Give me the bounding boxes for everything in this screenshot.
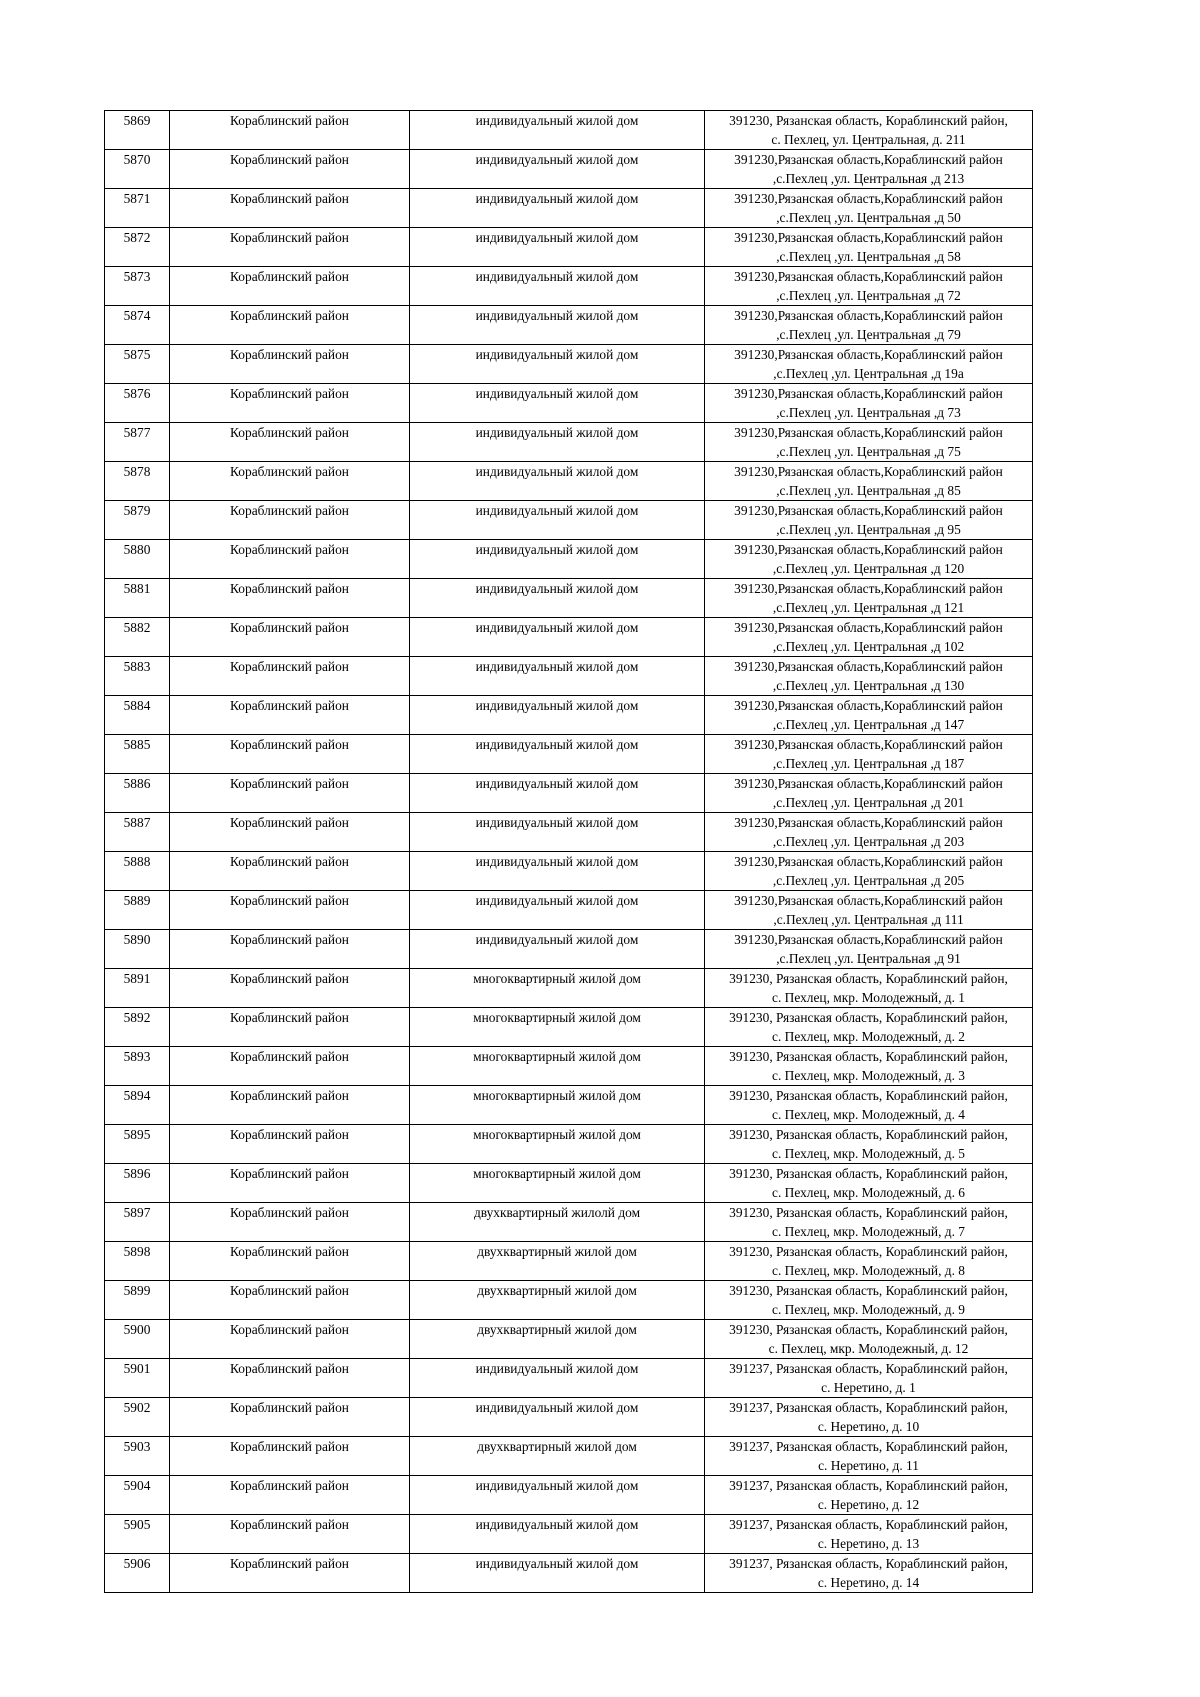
- building-type-cell: индивидуальный жилой дом: [410, 150, 705, 189]
- address-line: 391230,Рязанская область,Кораблинский район: [734, 581, 1003, 596]
- address-cell: [705, 1086, 1033, 1125]
- table-row: [105, 1359, 1033, 1398]
- table-row: [105, 345, 1033, 384]
- address-line: 391230,Рязанская область,Кораблинский район: [734, 230, 1003, 245]
- table-row: [105, 1476, 1033, 1515]
- address-line: 391230, Рязанская область, Кораблинский район,: [729, 971, 1008, 986]
- address-line: ,с.Пехлец ,ул. Центральная ,д 19а: [773, 366, 964, 381]
- building-type-cell: индивидуальный жилой дом: [410, 774, 705, 813]
- building-type-cell: индивидуальный жилой дом: [410, 384, 705, 423]
- district-cell: Кораблинский район: [170, 1437, 410, 1476]
- row-number: 5900: [105, 1320, 170, 1359]
- row-number: 5884: [105, 696, 170, 735]
- address-line: с. Неретино, д. 14: [817, 1575, 920, 1590]
- address-cell: [705, 189, 1033, 228]
- address-line: 391230,Рязанская область,Кораблинский район: [734, 308, 1003, 323]
- table-row: [105, 267, 1033, 306]
- row-number: 5877: [105, 423, 170, 462]
- district-cell: Кораблинский район: [170, 696, 410, 735]
- table-row: [105, 891, 1033, 930]
- district-cell: Кораблинский район: [170, 384, 410, 423]
- address-line: ,с.Пехлец ,ул. Центральная ,д 102: [772, 639, 965, 654]
- address-cell: [705, 1437, 1033, 1476]
- address-line: 391230, Рязанская область, Кораблинский район,: [729, 1322, 1008, 1337]
- row-number: 5891: [105, 969, 170, 1008]
- district-cell: Кораблинский район: [170, 1086, 410, 1125]
- building-type-cell: индивидуальный жилой дом: [410, 813, 705, 852]
- district-cell: Кораблинский район: [170, 852, 410, 891]
- address-line: ,с.Пехлец ,ул. Центральная ,д 72: [776, 288, 961, 303]
- building-type-cell: индивидуальный жилой дом: [410, 618, 705, 657]
- building-type-cell: индивидуальный жилой дом: [410, 657, 705, 696]
- address-cell: [705, 1164, 1033, 1203]
- address-line: с. Пехлец, мкр. Молодежный, д. 4: [772, 1107, 965, 1122]
- address-line: 391230,Рязанская область,Кораблинский район: [734, 152, 1003, 167]
- address-line: 391230,Рязанская область,Кораблинский район: [734, 893, 1003, 908]
- address-line: ,с.Пехлец ,ул. Центральная ,д 58: [776, 249, 961, 264]
- building-type-cell: индивидуальный жилой дом: [410, 111, 705, 150]
- address-line: ,с.Пехлец ,ул. Центральная ,д 121: [772, 600, 965, 615]
- address-cell: [705, 1476, 1033, 1515]
- district-cell: Кораблинский район: [170, 423, 410, 462]
- address-cell: [705, 1203, 1033, 1242]
- address-line: 391230,Рязанская область,Кораблинский район: [734, 815, 1003, 830]
- table-row: [105, 540, 1033, 579]
- address-cell: [705, 1515, 1033, 1554]
- address-cell: [705, 384, 1033, 423]
- building-type-cell: индивидуальный жилой дом: [410, 462, 705, 501]
- district-cell: Кораблинский район: [170, 813, 410, 852]
- address-line: 391230,Рязанская область,Кораблинский район: [734, 191, 1003, 206]
- address-cell: [705, 267, 1033, 306]
- table-row: [105, 111, 1033, 150]
- table-row: [105, 1203, 1033, 1242]
- address-line: ,с.Пехлец ,ул. Центральная ,д 147: [772, 717, 965, 732]
- address-cell: [705, 813, 1033, 852]
- building-type-cell: индивидуальный жилой дом: [410, 306, 705, 345]
- address-cell: [705, 969, 1033, 1008]
- row-number: 5873: [105, 267, 170, 306]
- district-cell: Кораблинский район: [170, 1242, 410, 1281]
- address-cell: [705, 1281, 1033, 1320]
- row-number: 5892: [105, 1008, 170, 1047]
- address-line: с. Пехлец, мкр. Молодежный, д. 8: [772, 1263, 965, 1278]
- district-cell: Кораблинский район: [170, 306, 410, 345]
- district-cell: Кораблинский район: [170, 774, 410, 813]
- address-line: 391230,Рязанская область,Кораблинский район: [734, 854, 1003, 869]
- address-line: ,с.Пехлец ,ул. Центральная ,д 73: [776, 405, 961, 420]
- district-cell: Кораблинский район: [170, 891, 410, 930]
- row-number: 5899: [105, 1281, 170, 1320]
- building-type-cell: индивидуальный жилой дом: [410, 1515, 705, 1554]
- district-cell: Кораблинский район: [170, 1047, 410, 1086]
- table-row: [105, 1164, 1033, 1203]
- building-type-cell: индивидуальный жилой дом: [410, 501, 705, 540]
- address-line: 391230, Рязанская область, Кораблинский район,: [729, 1166, 1008, 1181]
- address-cell: [705, 657, 1033, 696]
- address-line: 391230, Рязанская область, Кораблинский район,: [729, 1244, 1008, 1259]
- row-number: 5875: [105, 345, 170, 384]
- address-line: 391230,Рязанская область,Кораблинский район: [734, 737, 1003, 752]
- address-cell: [705, 618, 1033, 657]
- row-number: 5874: [105, 306, 170, 345]
- address-line: ,с.Пехлец ,ул. Центральная ,д 187: [772, 756, 965, 771]
- row-number: 5890: [105, 930, 170, 969]
- row-number: 5901: [105, 1359, 170, 1398]
- district-cell: Кораблинский район: [170, 1359, 410, 1398]
- building-type-cell: двухквартирный жилой дом: [410, 1281, 705, 1320]
- district-cell: Кораблинский район: [170, 540, 410, 579]
- building-type-cell: индивидуальный жилой дом: [410, 1554, 705, 1593]
- table-row: [105, 423, 1033, 462]
- address-line: 391230,Рязанская область,Кораблинский район: [734, 425, 1003, 440]
- district-cell: Кораблинский район: [170, 1320, 410, 1359]
- address-line: ,с.Пехлец ,ул. Центральная ,д 201: [772, 795, 965, 810]
- address-line: с. Неретино, д. 12: [817, 1497, 920, 1512]
- row-number: 5887: [105, 813, 170, 852]
- district-cell: Кораблинский район: [170, 930, 410, 969]
- district-cell: Кораблинский район: [170, 1008, 410, 1047]
- table-row: [105, 1437, 1033, 1476]
- row-number: 5906: [105, 1554, 170, 1593]
- table-row: [105, 579, 1033, 618]
- address-line: 391230,Рязанская область,Кораблинский район: [734, 659, 1003, 674]
- row-number: 5902: [105, 1398, 170, 1437]
- building-type-cell: индивидуальный жилой дом: [410, 228, 705, 267]
- address-line: с. Пехлец, мкр. Молодежный, д. 6: [772, 1185, 965, 1200]
- address-line: 391237, Рязанская область, Кораблинский район,: [729, 1478, 1008, 1493]
- address-line: ,с.Пехлец ,ул. Центральная ,д 85: [776, 483, 961, 498]
- table-row: [105, 1281, 1033, 1320]
- address-line: 391230, Рязанская область, Кораблинский район,: [729, 1010, 1008, 1025]
- table-row: [105, 1125, 1033, 1164]
- row-number: 5888: [105, 852, 170, 891]
- address-cell: [705, 150, 1033, 189]
- row-number: 5895: [105, 1125, 170, 1164]
- district-cell: Кораблинский район: [170, 579, 410, 618]
- district-cell: Кораблинский район: [170, 111, 410, 150]
- table-row: [105, 228, 1033, 267]
- address-line: 391230,Рязанская область,Кораблинский район: [734, 698, 1003, 713]
- building-type-cell: индивидуальный жилой дом: [410, 930, 705, 969]
- row-number: 5878: [105, 462, 170, 501]
- district-cell: Кораблинский район: [170, 228, 410, 267]
- table-row: [105, 813, 1033, 852]
- row-number: 5869: [105, 111, 170, 150]
- address-cell: [705, 1359, 1033, 1398]
- row-number: 5896: [105, 1164, 170, 1203]
- table-row: [105, 1554, 1033, 1593]
- address-cell: [705, 1047, 1033, 1086]
- table-row: [105, 1008, 1033, 1047]
- building-type-cell: двухквартирный жилой дом: [410, 1320, 705, 1359]
- address-line: 391230,Рязанская область,Кораблинский район: [734, 503, 1003, 518]
- address-line: 391230, Рязанская область, Кораблинский район,: [729, 1049, 1008, 1064]
- address-line: с. Неретино, д. 13: [817, 1536, 920, 1551]
- row-number: 5904: [105, 1476, 170, 1515]
- building-type-cell: индивидуальный жилой дом: [410, 852, 705, 891]
- building-type-cell: индивидуальный жилой дом: [410, 735, 705, 774]
- row-number: 5897: [105, 1203, 170, 1242]
- row-number: 5880: [105, 540, 170, 579]
- building-type-cell: многоквартирный жилой дом: [410, 1086, 705, 1125]
- district-cell: Кораблинский район: [170, 618, 410, 657]
- row-number: 5886: [105, 774, 170, 813]
- table-row: [105, 696, 1033, 735]
- address-cell: [705, 1125, 1033, 1164]
- address-cell: [705, 579, 1033, 618]
- table-row: [105, 1320, 1033, 1359]
- address-line: с. Пехлец, мкр. Молодежный, д. 1: [772, 990, 965, 1005]
- building-type-cell: многоквартирный жилой дом: [410, 1125, 705, 1164]
- address-cell: [705, 735, 1033, 774]
- address-cell: [705, 696, 1033, 735]
- address-cell: [705, 891, 1033, 930]
- address-line: ,с.Пехлец ,ул. Центральная ,д 50: [776, 210, 961, 225]
- address-cell: [705, 423, 1033, 462]
- district-cell: Кораблинский район: [170, 1203, 410, 1242]
- address-line: ,с.Пехлец ,ул. Центральная ,д 79: [776, 327, 961, 342]
- row-number: 5898: [105, 1242, 170, 1281]
- address-line: ,с.Пехлец ,ул. Центральная ,д 130: [772, 678, 965, 693]
- building-type-cell: индивидуальный жилой дом: [410, 1398, 705, 1437]
- district-cell: Кораблинский район: [170, 1164, 410, 1203]
- table-row: [105, 774, 1033, 813]
- row-number: 5893: [105, 1047, 170, 1086]
- address-cell: [705, 1320, 1033, 1359]
- district-cell: Кораблинский район: [170, 1398, 410, 1437]
- address-line: 391230, Рязанская область, Кораблинский район,: [729, 1283, 1008, 1298]
- address-line: с. Пехлец, мкр. Молодежный, д. 9: [772, 1302, 965, 1317]
- row-number: 5903: [105, 1437, 170, 1476]
- district-cell: Кораблинский район: [170, 735, 410, 774]
- table-row: [105, 1398, 1033, 1437]
- building-type-cell: двухквартирный жилой дом: [410, 1242, 705, 1281]
- row-number: 5870: [105, 150, 170, 189]
- address-line: 391230, Рязанская область, Кораблинский район,: [729, 1205, 1008, 1220]
- district-cell: Кораблинский район: [170, 462, 410, 501]
- table-row: [105, 1086, 1033, 1125]
- address-line: 391230, Рязанская область, Кораблинский район,: [729, 1088, 1008, 1103]
- address-line: ,с.Пехлец ,ул. Центральная ,д 75: [776, 444, 961, 459]
- address-line: ,с.Пехлец ,ул. Центральная ,д 111: [773, 912, 964, 927]
- address-line: 391230,Рязанская область,Кораблинский район: [734, 269, 1003, 284]
- address-cell: [705, 930, 1033, 969]
- address-line: 391230,Рязанская область,Кораблинский район: [734, 386, 1003, 401]
- address-line: с. Неретино, д. 11: [818, 1458, 919, 1473]
- row-number: 5894: [105, 1086, 170, 1125]
- table-row: [105, 930, 1033, 969]
- row-number: 5871: [105, 189, 170, 228]
- building-type-cell: индивидуальный жилой дом: [410, 345, 705, 384]
- table-row: [105, 1515, 1033, 1554]
- address-cell: [705, 501, 1033, 540]
- address-cell: [705, 1008, 1033, 1047]
- address-line: с. Пехлец, мкр. Молодежный, д. 12: [768, 1341, 969, 1356]
- district-cell: Кораблинский район: [170, 501, 410, 540]
- table-row: [105, 189, 1033, 228]
- row-number: 5882: [105, 618, 170, 657]
- building-type-cell: индивидуальный жилой дом: [410, 1359, 705, 1398]
- address-line: 391230, Рязанская область, Кораблинский район,: [729, 1127, 1008, 1142]
- address-line: с. Пехлец, мкр. Молодежный, д. 3: [772, 1068, 965, 1083]
- table-row: [105, 735, 1033, 774]
- table-row: [105, 306, 1033, 345]
- address-cell: [705, 345, 1033, 384]
- building-type-cell: индивидуальный жилой дом: [410, 696, 705, 735]
- building-type-cell: индивидуальный жилой дом: [410, 423, 705, 462]
- row-number: 5879: [105, 501, 170, 540]
- district-cell: Кораблинский район: [170, 150, 410, 189]
- address-line: 391237, Рязанская область, Кораблинский район,: [729, 1439, 1008, 1454]
- building-type-cell: многоквартирный жилой дом: [410, 1008, 705, 1047]
- building-type-cell: многоквартирный жилой дом: [410, 1047, 705, 1086]
- table-row: [105, 852, 1033, 891]
- district-cell: Кораблинский район: [170, 1125, 410, 1164]
- address-line: ,с.Пехлец ,ул. Центральная ,д 95: [776, 522, 961, 537]
- building-type-cell: индивидуальный жилой дом: [410, 891, 705, 930]
- row-number: 5905: [105, 1515, 170, 1554]
- building-type-cell: индивидуальный жилой дом: [410, 579, 705, 618]
- address-cell: [705, 111, 1033, 150]
- address-line: с. Неретино, д. 10: [817, 1419, 920, 1434]
- building-type-cell: двухквартирный жилой дом: [410, 1437, 705, 1476]
- table-row: [105, 657, 1033, 696]
- address-cell: [705, 852, 1033, 891]
- table-row: [105, 462, 1033, 501]
- address-line: с. Пехлец, мкр. Молодежный, д. 2: [772, 1029, 965, 1044]
- address-line: с. Неретино, д. 1: [821, 1380, 916, 1395]
- row-number: 5889: [105, 891, 170, 930]
- address-line: 391237, Рязанская область, Кораблинский район,: [729, 1517, 1008, 1532]
- address-cell: [705, 540, 1033, 579]
- address-line: 391230,Рязанская область,Кораблинский район: [734, 620, 1003, 635]
- address-line: 391230,Рязанская область,Кораблинский район: [734, 542, 1003, 557]
- address-line: ,с.Пехлец ,ул. Центральная ,д 91: [776, 951, 961, 966]
- district-cell: Кораблинский район: [170, 345, 410, 384]
- address-cell: [705, 1242, 1033, 1281]
- address-line: с. Пехлец, мкр. Молодежный, д. 7: [772, 1224, 965, 1239]
- row-number: 5885: [105, 735, 170, 774]
- district-cell: Кораблинский район: [170, 189, 410, 228]
- building-type-cell: индивидуальный жилой дом: [410, 540, 705, 579]
- address-line: 391230, Рязанская область, Кораблинский район,: [729, 113, 1008, 128]
- address-line: 391237, Рязанская область, Кораблинский район,: [729, 1400, 1008, 1415]
- row-number: 5881: [105, 579, 170, 618]
- table-row: [105, 1047, 1033, 1086]
- address-cell: [705, 228, 1033, 267]
- building-type-cell: многоквартирный жилой дом: [410, 1164, 705, 1203]
- address-line: с. Пехлец, ул. Центральная, д. 211: [771, 132, 966, 147]
- registry-table: [104, 110, 1033, 1593]
- address-cell: [705, 774, 1033, 813]
- table-row: [105, 501, 1033, 540]
- district-cell: Кораблинский район: [170, 1515, 410, 1554]
- address-line: 391230,Рязанская область,Кораблинский район: [734, 932, 1003, 947]
- registry-table-body: [105, 111, 1033, 1593]
- building-type-cell: многоквартирный жилой дом: [410, 969, 705, 1008]
- address-line: 391230,Рязанская область,Кораблинский район: [734, 776, 1003, 791]
- address-line: с. Пехлец, мкр. Молодежный, д. 5: [772, 1146, 965, 1161]
- table-row: [105, 150, 1033, 189]
- building-type-cell: индивидуальный жилой дом: [410, 189, 705, 228]
- building-type-cell: двухквартирный жилолй дом: [410, 1203, 705, 1242]
- district-cell: Кораблинский район: [170, 1281, 410, 1320]
- district-cell: Кораблинский район: [170, 267, 410, 306]
- row-number: 5872: [105, 228, 170, 267]
- table-row: [105, 969, 1033, 1008]
- address-line: ,с.Пехлец ,ул. Центральная ,д 205: [772, 873, 965, 888]
- district-cell: Кораблинский район: [170, 1476, 410, 1515]
- address-cell: [705, 1554, 1033, 1593]
- table-row: [105, 1242, 1033, 1281]
- address-line: 391230,Рязанская область,Кораблинский район: [734, 464, 1003, 479]
- address-line: 391237, Рязанская область, Кораблинский район,: [729, 1556, 1008, 1571]
- address-line: 391237, Рязанская область, Кораблинский район,: [729, 1361, 1008, 1376]
- row-number: 5883: [105, 657, 170, 696]
- row-number: 5876: [105, 384, 170, 423]
- district-cell: Кораблинский район: [170, 657, 410, 696]
- building-type-cell: индивидуальный жилой дом: [410, 267, 705, 306]
- address-line: ,с.Пехлец ,ул. Центральная ,д 213: [772, 171, 965, 186]
- district-cell: Кораблинский район: [170, 1554, 410, 1593]
- address-cell: [705, 306, 1033, 345]
- address-cell: [705, 1398, 1033, 1437]
- table-row: [105, 384, 1033, 423]
- address-cell: [705, 462, 1033, 501]
- address-line: ,с.Пехлец ,ул. Центральная ,д 203: [772, 834, 965, 849]
- district-cell: Кораблинский район: [170, 969, 410, 1008]
- address-line: ,с.Пехлец ,ул. Центральная ,д 120: [772, 561, 965, 576]
- table-row: [105, 618, 1033, 657]
- building-type-cell: индивидуальный жилой дом: [410, 1476, 705, 1515]
- address-line: 391230,Рязанская область,Кораблинский район: [734, 347, 1003, 362]
